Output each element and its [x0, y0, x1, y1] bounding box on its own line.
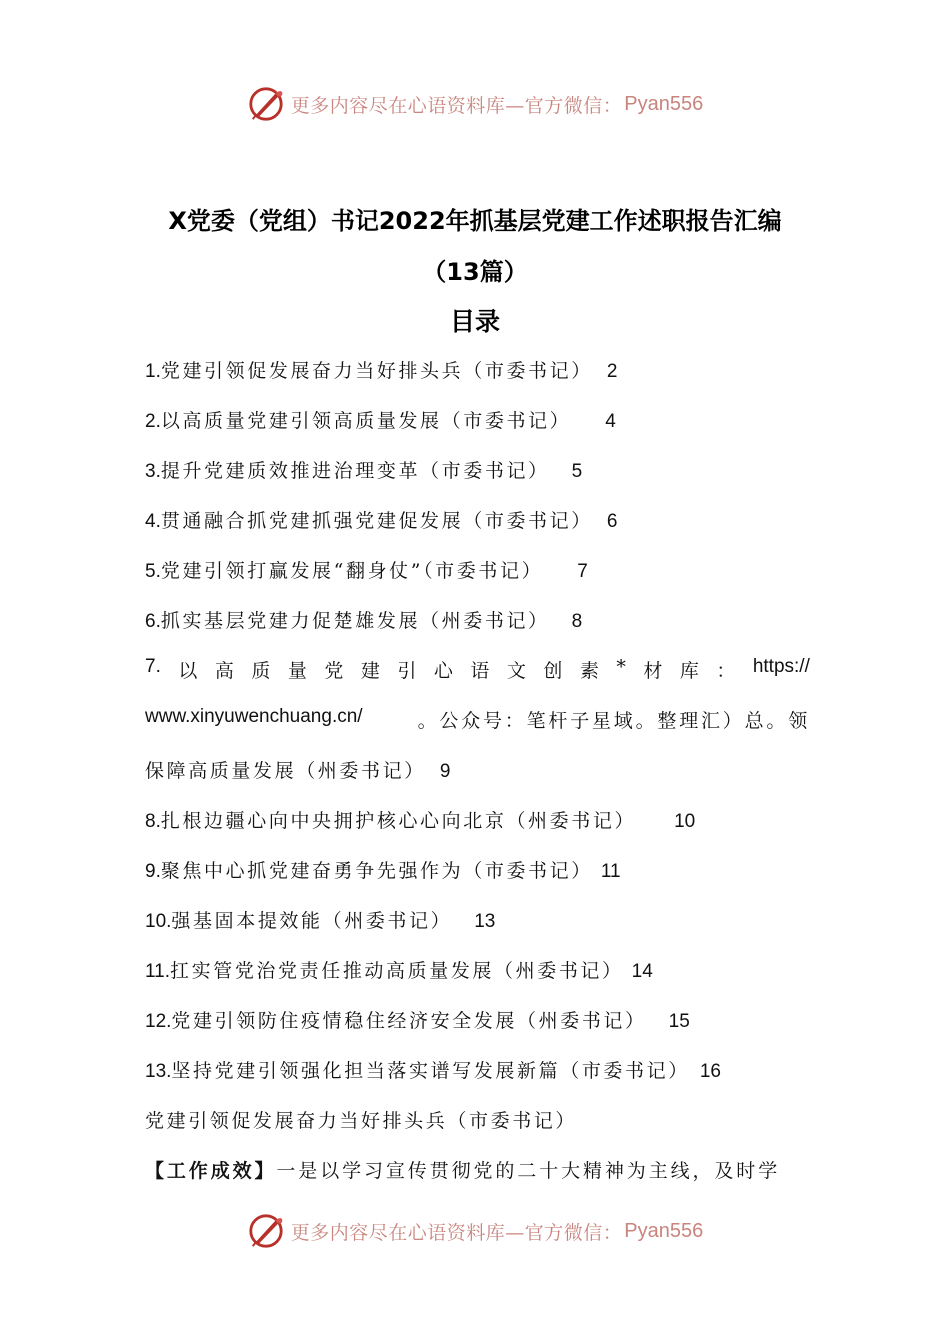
- watermark-text: 更多内容尽在心语资料库—官方微信：: [290, 1221, 623, 1244]
- toc-item[interactable]: 3.提升党建质效推进治理变革（市委书记） 5: [145, 460, 583, 482]
- toc-item[interactable]: 9.聚焦中心抓党建奋勇争先强作为（市委书记） 11: [145, 860, 621, 882]
- document-subtitle: （13篇）: [422, 258, 528, 286]
- toc-url-domain: www.xinyuwenchuang.cn/: [145, 706, 363, 727]
- body-paragraph: [145, 1156, 810, 1183]
- watermark-wechat: Pyan556: [624, 1219, 704, 1242]
- toc-item[interactable]: 1.党建引领促发展奋力当好排头兵（市委书记） 2: [145, 360, 618, 382]
- paragraph-text: 一是以学习宣传贯彻党的二十大精神为主线，及时学: [276, 1160, 781, 1182]
- quill-logo-icon: [247, 85, 285, 123]
- watermark-wechat: Pyan556: [624, 92, 704, 115]
- paragraph-label: 【工作成效】: [145, 1160, 277, 1182]
- toc-item-7-line3[interactable]: 保障高质量发展（州委书记） 9: [145, 760, 451, 782]
- toc-item[interactable]: 10.强基固本提效能（州委书记） 13: [145, 910, 496, 932]
- toc-item[interactable]: 5.党建引领打赢发展“翻身仗”（市委书记） 7: [145, 560, 588, 582]
- toc-item[interactable]: 8.扎根边疆心向中央拥护核心心向北京（州委书记） 10: [145, 810, 696, 832]
- toc-heading: 目录: [449, 307, 500, 336]
- toc-item[interactable]: 11.扛实管党治党责任推动高质量发展（州委书记） 14: [145, 960, 653, 982]
- document-title: X党委（党组）书记2022年抓基层党建工作述职报告汇编: [168, 207, 782, 235]
- toc-item[interactable]: 6.抓实基层党建力促楚雄发展（州委书记） 8: [145, 610, 583, 632]
- quill-logo-icon: [247, 1212, 285, 1250]
- section-heading: 党建引领促发展奋力当好排头兵（市委书记）: [145, 1110, 578, 1132]
- toc-item[interactable]: 12.党建引领防住疫情稳住经济安全发展（州委书记） 15: [145, 1010, 690, 1032]
- toc-item[interactable]: 2.以高质量党建引领高质量发展（市委书记） 4: [145, 410, 616, 432]
- toc-item-7-line1[interactable]: 7. 以 高 质 量 党 建 引 心 语 文 创 素 * 材 库 ： https://: [145, 656, 810, 682]
- footer-watermark: [0, 1209, 950, 1253]
- toc-item[interactable]: 13.坚持党建引领强化担当落实谱写发展新篇（市委书记） 16: [145, 1060, 721, 1082]
- toc-item[interactable]: 4.贯通融合抓党建抓强党建促发展（市委书记） 6: [145, 510, 618, 532]
- toc-item-7-line2[interactable]: www.xinyuwenchuang.cn/ 。公众号：笔杆子星域。整理汇）总。领: [145, 706, 810, 732]
- header-watermark: [0, 82, 950, 126]
- watermark-text: 更多内容尽在心语资料库—官方微信：: [290, 94, 623, 117]
- toc-url-link: https://: [752, 656, 810, 677]
